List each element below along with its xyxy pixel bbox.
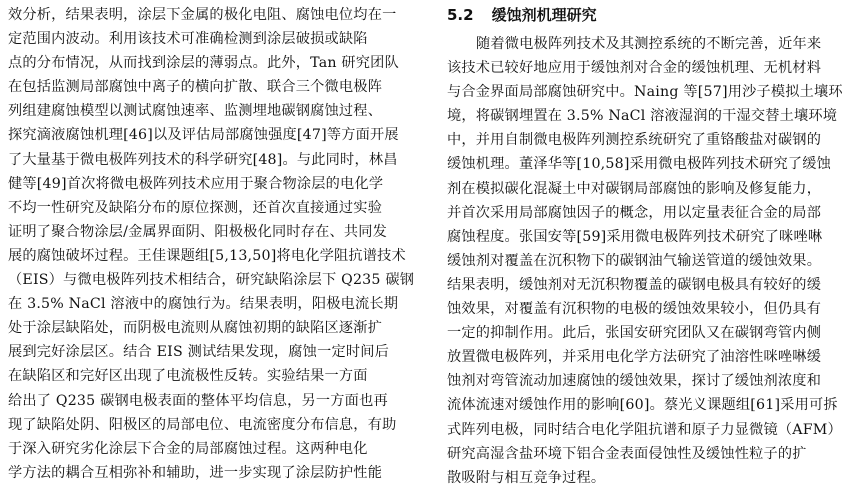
body-text-line: 定范围内波动。利用该技术可准确检测到涂层破损或缺陷 [8,31,368,48]
body-text-line: 列组建腐蚀模型以测试腐蚀速率、监测埋地碳钢腐蚀过程、 [8,103,383,120]
body-text-line: 蚀剂对弯管流动加速腐蚀的缓蚀效果，探讨了缓蚀剂浓度和 [447,373,822,390]
body-text-line: 效分析，结果表明，涂层下金属的极化电阻、腐蚀电位均在一 [8,7,397,23]
body-text-line: 给出了 Q235 碳钢电极表面的整体平均信息，另一方面也再 [8,392,388,409]
body-text-line: 在缺陷区和完好区出现了电流极性反转。实验结果一方面 [8,368,368,385]
body-text-line: 剂在模拟碳化混凝土中对碳钢局部腐蚀的影响及修复能力， [447,180,822,197]
body-text-line: 腐蚀程度。张国安等[59]采用微电极阵列技术研究了咪唑啉 [447,228,823,245]
body-text-line: 处于涂层缺陷处，而阴极电流则从腐蚀初期的缺陷区逐渐扩 [8,320,383,337]
body-text-line: 在包括监测局部腐蚀中离子的横向扩散、联合三个微电极阵 [8,79,383,96]
body-text-line: 展到完好涂层区。结合 EIS 测试结果发现，腐蚀一定时间后 [8,344,390,361]
body-text-line: 于深入研究劣化涂层下合金的局部腐蚀过程。这两种电化 [8,440,368,457]
body-text-line: 证明了聚合物涂层/金属界面阴、阳极极化同时存在、共同发 [8,223,388,240]
body-text-line: （EIS）与微电极阵列技术相结合，研究缺陷涂层下 Q235 碳钢 [8,272,415,289]
body-text-line: 放置微电极阵列，并采用电化学方法研究了油溶性咪唑啉缓 [447,349,822,366]
body-text-line: 境，将碳钢埋置在 3.5% NaCl 溶液湿润的干湿交替土壤环境 [447,108,838,125]
body-text-line: 中，并用自制微电极阵列测控系统研究了重铬酸盐对碳钢的 [447,132,822,149]
body-text-line: 现了缺陷处阴、阳极区的局部电位、电流密度分布信息，有助 [8,416,397,433]
body-text-line: 缓蚀机理。董泽华等[10,58]采用微电极阵列技术研究了缓蚀 [447,156,832,173]
body-text-line: 并首次采用局部腐蚀因子的概念，用以定量表征合金的局部 [447,204,822,221]
body-text-line: 一定的抑制作用。此后，张国安研究团队又在碳钢弯管内侧 [447,325,822,342]
body-text-line: 随着微电极阵列技术及其测控系统的不断完善，近年来 [476,36,822,52]
body-text-line: 不均一性研究及缺陷分布的原位探测，还首次直接通过实验 [8,199,383,216]
right-column [447,3,852,490]
body-text-line: 学方法的耦合互相弥补和辅助，进一步实现了涂层防护性能 [8,464,383,481]
left-column [8,3,421,485]
body-text-line: 式阵列电极，同时结合电化学阻抗谱和原子力显微镜（AFM） [447,421,842,438]
section-heading [447,3,852,27]
body-text-line: 缓蚀剂对覆盖在沉积物下的碳钢油气输送管道的缓蚀效果。 [447,252,822,269]
section-number: 5.2 [447,6,474,24]
body-text-line: 研究高湿含盐环境下铝合金表面侵蚀性及缓蚀性粒子的扩 [447,445,807,462]
body-text-line: 了大量基于微电极阵列技术的科学研究[48]。与此同时，林昌 [8,151,398,168]
body-text-line: 在 3.5% NaCl 溶液中的腐蚀行为。结果表明，阳极电流长期 [8,296,399,313]
body-text-line: 该技术已较好地应用于缓蚀剂对合金的缓蚀机理、无机材料 [447,60,822,77]
body-text-line: 结果表明，缓蚀剂对无沉积物覆盖的碳钢电极具有较好的缓 [447,276,822,293]
section-title: 缓蚀剂机理研究 [491,6,597,24]
body-text-line: 流体流速对缓蚀作用的影响[60]。蔡光义课题组[61]采用可拆 [447,397,838,414]
body-text-line: 点的分布情况，从而找到涂层的薄弱点。此外，Tan 研究团队 [8,55,399,72]
body-text-line: 探究滴液腐蚀机理[46]以及评估局部腐蚀强度[47]等方面开展 [8,127,399,144]
body-text-line: 健等[49]首次将微电极阵列技术应用于聚合物涂层的电化学 [8,175,384,192]
body-text-line: 展的腐蚀破坏过程。王佳课题组[5,13,50]将电化学阻抗谱技术 [8,247,406,264]
section-body [447,32,852,490]
body-text-line: 蚀效果，对覆盖有沉积物的电极的缓蚀效果较小，但仍具有 [447,301,822,318]
body-text-line: 散吸附与相互竞争过程。 [447,469,606,486]
body-text-line: 与合金界面局部腐蚀研究中。Naing 等[57]用沙子模拟土壤环 [447,84,843,101]
